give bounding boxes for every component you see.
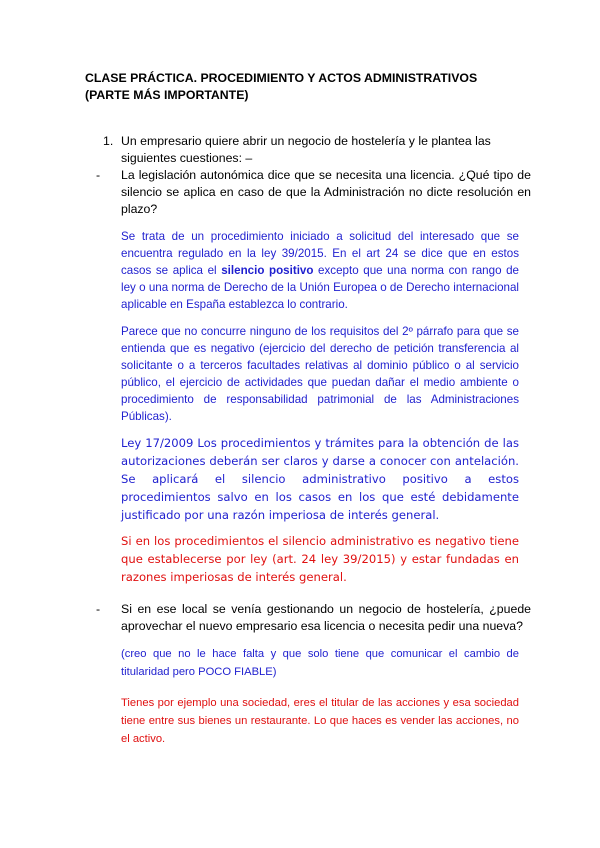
answer-3-part-2: Se aplicará el silencio administrativo positivo a estos procedimientos salvo en los casos en los que esté debidamente justificado por una razón imperiosa de interés general.: [121, 472, 519, 522]
question-1-text: La legislación autonómica dice que se necesita una licencia. ¿Qué tipo de silencio se aplica en caso de que la Administración no dicte resolución en plazo?: [121, 168, 531, 216]
list-number-1: 1.: [103, 134, 114, 148]
answer-3-paragraph: [121, 434, 519, 524]
answer-2-paragraph: Parece que no concurre ninguno de los requisitos del 2º párrafo para que se entienda que es negativo (ejercicio del derecho de petición transferencia al solicitante o a terceros facultades relativas al dominio público o al servicio público, el ejercicio de actividades que puedan dañar el medio ambiente o procedimiento de responsabilidad patrimonial de las Administraciones Públicas).: [121, 325, 519, 423]
question-2-text: Si en ese local se venía gestionando un negocio de hostelería, ¿puede aprovechar el nuevo empresario esa licencia o necesita pedir una nueva?: [121, 602, 531, 633]
answer-1-paragraph: [121, 228, 519, 313]
title-line-1: CLASE PRÁCTICA. PROCEDIMIENTO Y ACTOS ADMINISTRATIVOS: [85, 71, 478, 85]
title-line-2: (PARTE MÁS IMPORTANTE): [85, 88, 249, 102]
question-2-dash: -: [96, 602, 101, 616]
list-item-1-text: Un empresario quiere abrir un negocio de hostelería y le plantea las siguientes cuestiones: –: [121, 134, 491, 165]
answer-5-paragraph: (creo que no le hace falta y que solo tiene que comunicar el cambio de titularidad pero POCO FIABLE): [121, 648, 519, 678]
question-1-dash: -: [96, 168, 101, 182]
answer-6-paragraph: Tienes por ejemplo una sociedad, eres el titular de las acciones y esa sociedad tiene entre sus bienes un restaurante. Lo que haces es vender las acciones, no el activo.: [121, 697, 519, 745]
answer-1-bold: silencio positivo: [221, 264, 314, 277]
document-title: [85, 70, 525, 104]
answer-4-paragraph: Si en los procedimientos el silencio administrativo es negativo tiene que establecerse por ley (art. 24 ley 39/2015) y estar fundadas en razones imperiosas de interés general.: [121, 534, 519, 584]
answer-1-before: Se trata de un procedimiento iniciado a solicitud del interesado que se encuentra regulado en la ley 39/2015. En el art 24 se dice que en estos casos se aplica el: [121, 230, 519, 277]
answer-3-part-1: Ley 17/2009 Los procedimientos y trámites para la obtención de las autorizaciones deberán ser claros y darse a conocer con antelación.: [121, 436, 519, 468]
answer-1-after: excepto que una norma con rango de ley o una norma de Derecho de la Unión Europea o de Derecho internacional aplicable en España establezca lo contrario.: [121, 264, 520, 311]
